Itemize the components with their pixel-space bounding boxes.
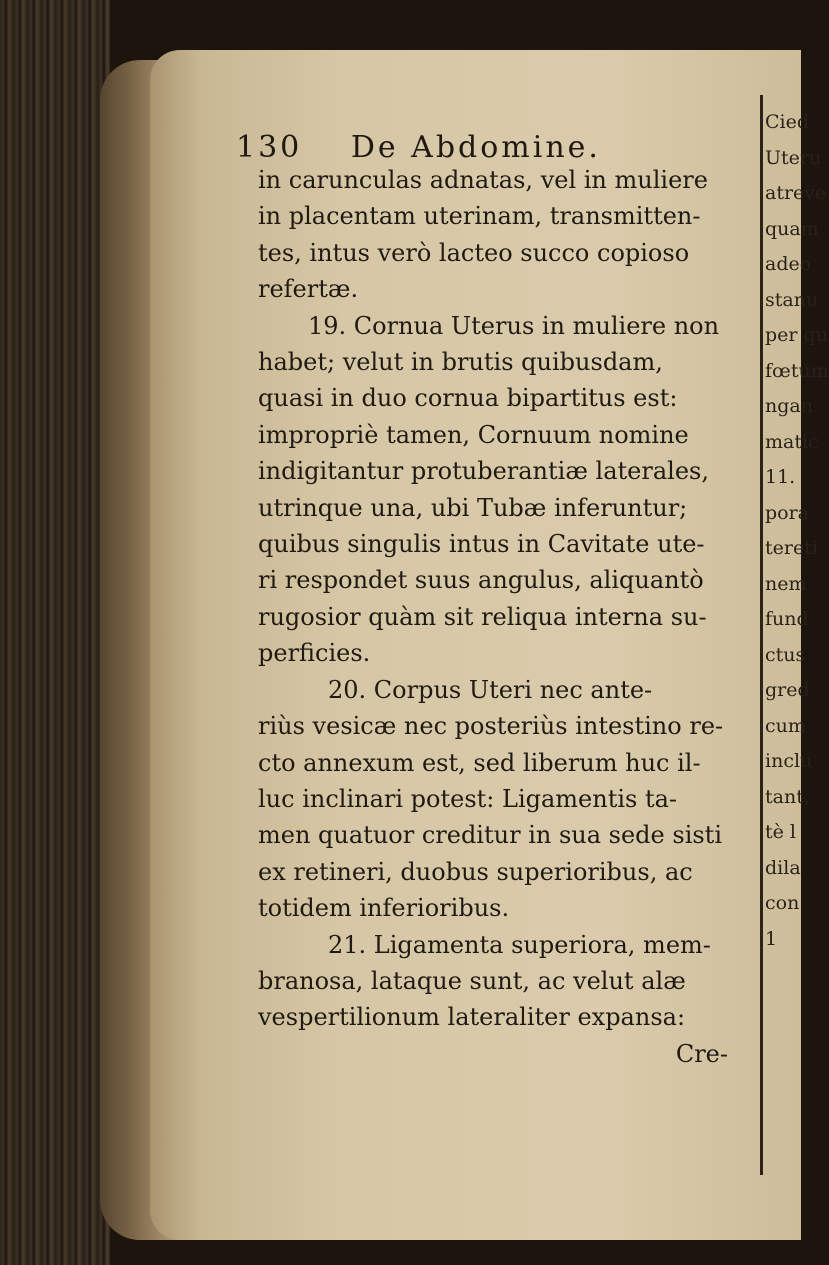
text-line: quibus singulis intus in Cavitate ute- [258,530,705,559]
facing-fragment: fœtum [765,359,829,382]
facing-fragment: Uteru [765,146,822,169]
page-body [258,162,758,1072]
text-line: indigitantur protuberantiæ laterales, [258,457,709,486]
text-line: perficies. [258,639,371,668]
text-line: habet; velut in brutis quibusdam, [258,348,663,377]
facing-fragment: 11. [765,466,796,488]
text-line: ri respondet suus angulus, aliquantò [258,566,704,595]
facing-page-fragments [765,105,829,1165]
facing-fragment: gred [765,679,810,701]
facing-fragment: 1 [765,927,778,950]
text-line: ex retineri, duobus superioribus, ac [258,857,693,886]
text-line: cto annexum est, sed liberum huc il- [258,748,701,777]
facing-fragment: adeo [765,253,812,275]
book-gutter [0,0,110,1265]
facing-fragment: ctus [765,643,806,666]
text-line: branosa, lataque sunt, ac velut alæ [258,966,686,995]
text-line: in placentam uterinam, transmitten- [258,202,701,231]
facing-fragment: matic [765,430,819,453]
text-line: impropriè tamen, Cornuum nomine [258,420,689,449]
text-line: vespertilionum lateraliter expansa: [258,1003,686,1032]
running-header [236,130,601,165]
text-line: men quatuor creditur in sua sede sisti [258,821,723,850]
facing-fragment: per qu [765,324,828,346]
facing-fragment: inclu [765,750,813,772]
facing-fragment: cum [765,714,806,737]
catchword: Cre- [675,1039,728,1068]
paragraph-20-start: 20. Corpus Uteri nec ante- [328,675,653,704]
page-number: 130 [236,130,303,165]
text-line: in carunculas adnatas, vel in muliere [258,166,708,194]
paragraph-19-start: 19. Cornua Uterus in muliere non [308,311,720,340]
facing-fragment: quam [765,217,819,240]
facing-fragment: atreve [765,182,827,204]
facing-fragment: stanu [765,288,819,311]
paragraph-21-start: 21. Ligamenta superiora, mem- [328,930,711,959]
text-line: riùs vesicæ nec posteriùs intestino re- [258,712,724,741]
facing-fragment: con [765,892,800,914]
text-line: totidem inferioribus. [258,894,510,923]
facing-fragment: dila [765,856,801,879]
facing-fragment: ngan [765,395,813,417]
text-line: refertæ. [258,275,359,304]
text-line: luc inclinari potest: Ligamentis ta- [258,784,678,813]
header-title: De Abdomine. [350,130,601,165]
text-line: rugosior quàm sit reliqua interna su- [258,602,707,631]
facing-fragment: tant, [765,785,810,808]
page-fold-line [760,95,763,1175]
facing-fragment: tereti [765,537,818,559]
facing-fragment: nem [765,572,807,595]
text-line: utrinque una, ubi Tubæ inferuntur; [258,493,688,522]
text-line: quasi in duo cornua bipartitus est: [258,384,678,413]
facing-fragment: tè l [765,821,796,843]
facing-fragment: pora [765,501,810,524]
facing-fragment: Cied [765,111,810,133]
text-line: tes, intus verò lacteo succo copioso [258,238,690,267]
facing-fragment: fund [765,608,809,630]
